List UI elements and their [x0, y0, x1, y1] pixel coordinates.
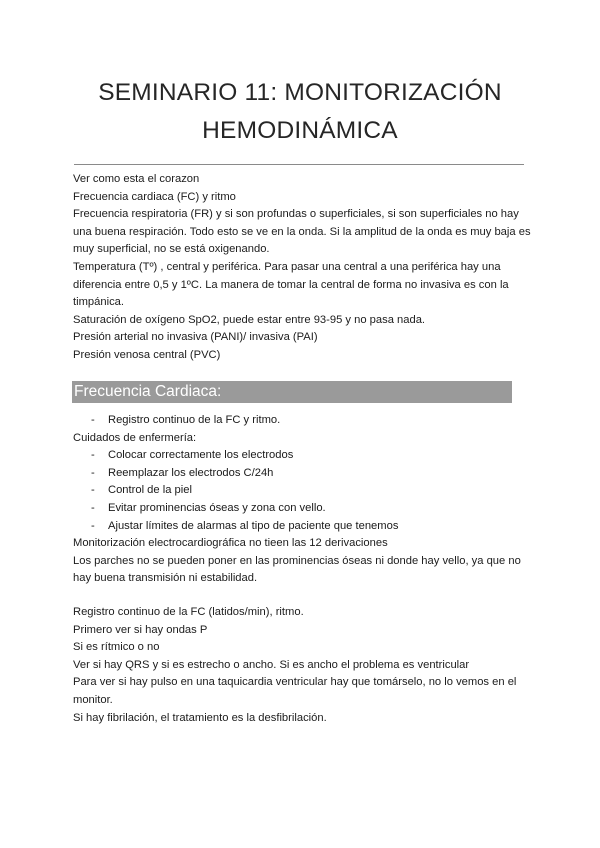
intro-line: timpánica.	[73, 296, 124, 309]
care-heading: Cuidados de enfermería:	[73, 431, 197, 444]
section-heading-bar	[72, 381, 512, 403]
bullet-marker: -	[91, 502, 95, 514]
body-line: Primero ver si hay ondas P	[73, 623, 208, 636]
intro-line: Frecuencia respiratoria (FR) y si son profundas o superficiales, si son superficiales no hay	[73, 208, 519, 221]
bullet-marker: -	[91, 519, 95, 532]
title-line-1: SEMINARIO 11: MONITORIZACIÓN	[98, 79, 502, 106]
bullet-marker: -	[91, 414, 95, 426]
intro-line: Presión venosa central (PVC)	[73, 349, 221, 361]
intro-line: muy superficial, no se está oxigenando.	[73, 243, 270, 256]
bullet-marker: -	[91, 466, 95, 479]
section-heading: Frecuencia Cardiaca:	[74, 383, 222, 400]
body-line: Los parches no se pueden poner en las prominencias óseas ni donde hay vello, ya que no	[73, 554, 521, 567]
intro-line: Frecuencia cardiaca (FC) y ritmo	[73, 190, 236, 203]
body-line: Ver si hay QRS y si es estrecho o ancho. Si es ancho el problema es ventricular	[73, 658, 470, 671]
intro-line: Temperatura (Tº) , central y periférica. Para pasar una central a una periférica hay una	[73, 261, 501, 273]
body-line: Si hay fibrilación, el tratamiento es la desfibrilación.	[73, 711, 327, 724]
title-line-2: HEMODINÁMICA	[202, 117, 398, 144]
care-bullet-item: Colocar correctamente los electrodos	[108, 449, 294, 462]
title-divider	[74, 164, 524, 165]
care-bullet-item: Reemplazar los electrodos C/24h	[108, 466, 274, 479]
body-line: hay buena transmisión ni estabilidad.	[73, 572, 258, 585]
bullet-marker: -	[91, 449, 95, 462]
body-line: Monitorización electrocardiográfica no tieen las 12 derivaciones	[73, 537, 388, 550]
intro-line: Saturación de oxígeno SpO2, puede estar entre 93-95 y no pasa nada.	[73, 313, 426, 326]
page-title	[60, 74, 540, 150]
intro-line: Presión arterial no invasiva (PANI)/ invasiva (PAI)	[73, 331, 318, 344]
intro-line: una buena respiración. Todo esto se ve en la onda. Si la amplitud de la onda es muy baja es	[73, 225, 531, 238]
care-bullet-item: Ajustar límites de alarmas al tipo de paciente que tenemos	[108, 519, 399, 532]
bullet-item: Registro continuo de la FC y ritmo.	[108, 414, 281, 426]
care-bullet-item: Evitar prominencias óseas y zona con vello.	[108, 502, 326, 514]
care-bullet-item: Control de la piel	[108, 484, 192, 497]
intro-line: Ver como esta el corazon	[73, 173, 200, 185]
body-line: Registro continuo de la FC (latidos/min), ritmo.	[73, 606, 304, 618]
body-line: Si es rítmico o no	[73, 641, 160, 654]
bullet-marker: -	[91, 484, 95, 497]
intro-line: diferencia entre 0,5 y 1ºC. La manera de tomar la central de forma no invasiva es con la	[73, 278, 509, 291]
body-line: Para ver si hay pulso en una taquicardia ventricular hay que tomárselo, no lo vemos en el	[73, 676, 517, 689]
body-line: monitor.	[73, 694, 113, 706]
